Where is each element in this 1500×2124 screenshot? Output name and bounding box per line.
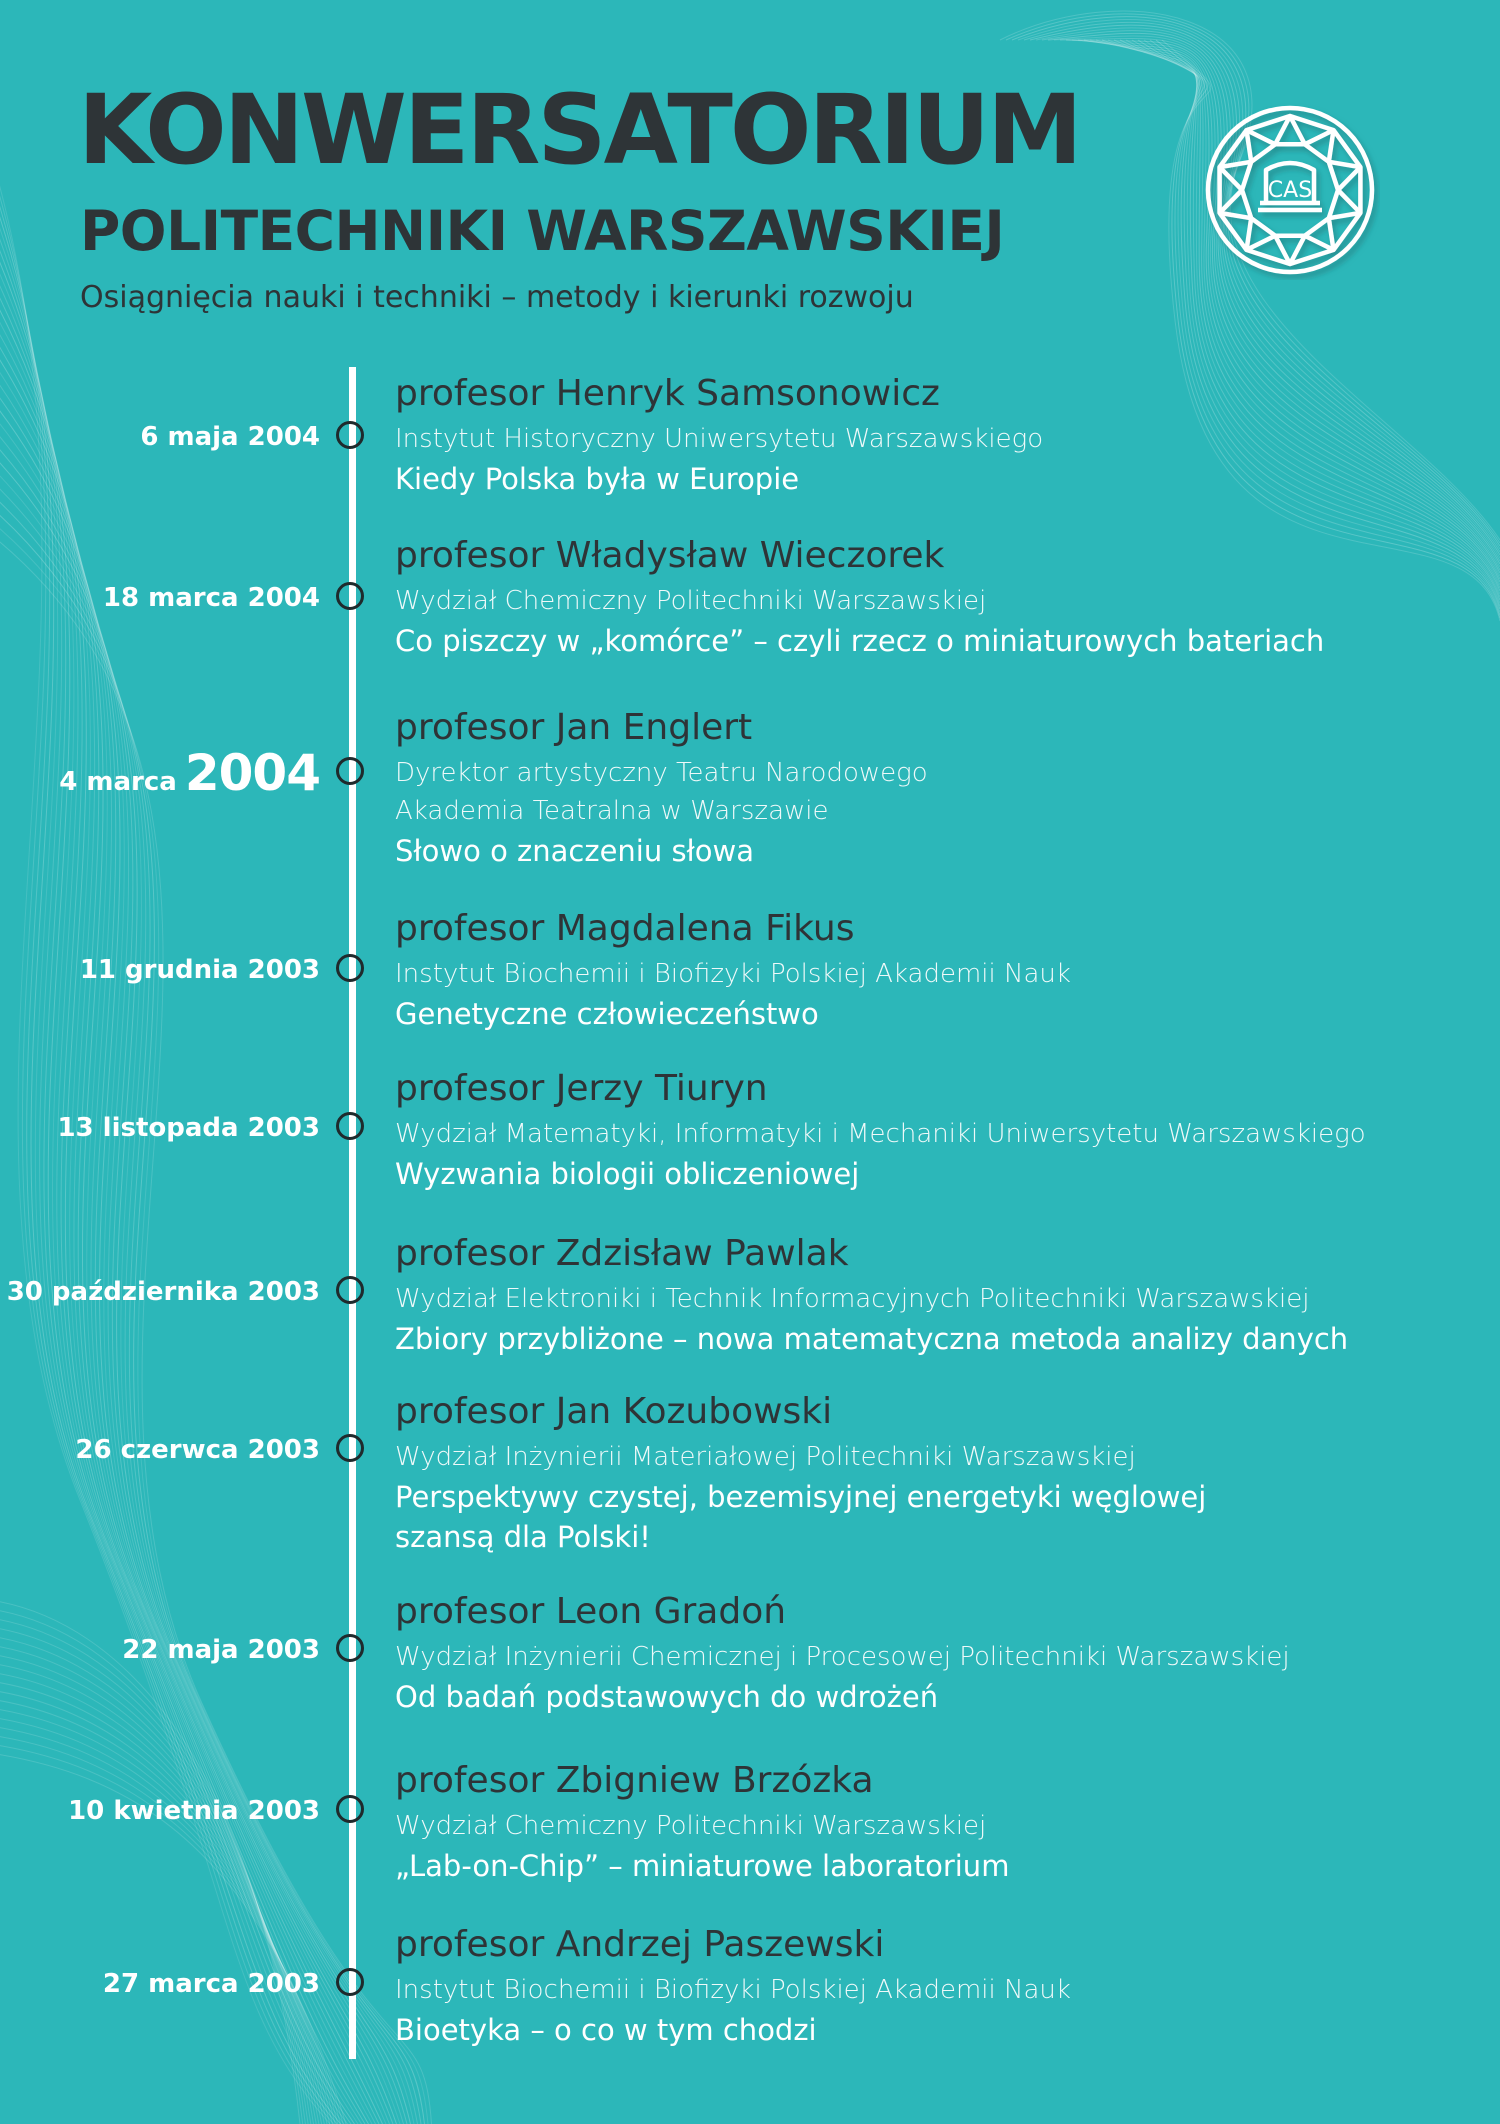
speaker-name: profesor Jerzy Tiuryn xyxy=(395,1068,768,1109)
speaker-affiliation: Wydział Chemiczny Politechniki Warszawskiej xyxy=(395,1811,987,1841)
page-subtitle: POLITECHNIKI WARSZAWSKIEJ xyxy=(80,199,1005,263)
speaker-affiliation-line2: Akademia Teatralna w Warszawie xyxy=(395,796,829,826)
speaker-affiliation: Wydział Matematyki, Informatyki i Mechaniki Uniwersytetu Warszawskiego xyxy=(395,1119,1366,1149)
lecture-topic: Perspektywy czystej, bezemisyjnej energetyki węglowej xyxy=(395,1480,1207,1514)
timeline-marker-icon xyxy=(336,582,364,610)
timeline-marker-icon xyxy=(336,1634,364,1662)
page-title: KONWERSATORIUM xyxy=(78,74,1080,186)
lecture-topic: Słowo o znaczeniu słowa xyxy=(395,834,755,868)
entry-date: 27 marca 2003 xyxy=(102,1969,320,1999)
lecture-topic: „Lab-on-Chip” – miniaturowe laboratorium xyxy=(395,1849,1010,1883)
entry-date xyxy=(59,744,320,802)
timeline-entry xyxy=(0,535,1500,658)
timeline-entry xyxy=(0,1391,1500,1554)
entry-date-year: 2004 xyxy=(184,744,320,802)
speaker-name: profesor Zdzisław Pawlak xyxy=(395,1233,849,1274)
entry-date: 13 listopada 2003 xyxy=(57,1113,320,1143)
timeline-entry xyxy=(0,1233,1500,1356)
lecture-topic: Kiedy Polska była w Europie xyxy=(395,462,800,496)
speaker-affiliation: Dyrektor artystyczny Teatru Narodowego xyxy=(395,758,928,788)
cas-logo-icon xyxy=(1200,100,1380,280)
entry-date: 26 czerwca 2003 xyxy=(75,1435,320,1465)
lecture-topic: Co piszczy w „komórce” – czyli rzecz o miniaturowych bateriach xyxy=(395,624,1325,658)
timeline-entry xyxy=(0,707,1500,868)
lecture-topic: Bioetyka – o co w tym chodzi xyxy=(395,2013,817,2047)
timeline-entry xyxy=(0,908,1500,1031)
speaker-name: profesor Andrzej Paszewski xyxy=(395,1924,885,1965)
timeline-marker-icon xyxy=(336,1276,364,1304)
entry-date: 18 marca 2004 xyxy=(102,583,320,613)
lecture-topic: Od badań podstawowych do wdrożeń xyxy=(395,1680,939,1714)
lecture-topic: Wyzwania biologii obliczeniowej xyxy=(395,1157,860,1191)
speaker-name: profesor Leon Gradoń xyxy=(395,1591,787,1632)
timeline-marker-icon xyxy=(336,1112,364,1140)
timeline-marker-icon xyxy=(336,954,364,982)
speaker-affiliation: Wydział Inżynierii Chemicznej i Procesowej Politechniki Warszawskiej xyxy=(395,1642,1290,1672)
speaker-name: profesor Jan Kozubowski xyxy=(395,1391,833,1432)
timeline-entry xyxy=(0,1760,1500,1883)
timeline-entry xyxy=(0,1068,1500,1191)
speaker-affiliation: Instytut Biochemii i Biofizyki Polskiej Akademii Nauk xyxy=(395,959,1071,989)
entry-date: 6 maja 2004 xyxy=(140,422,320,452)
page-tagline: Osiągnięcia nauki i techniki – metody i kierunki rozwoju xyxy=(80,280,914,315)
entry-date: 30 października 2003 xyxy=(6,1277,320,1307)
entry-date: 10 kwietnia 2003 xyxy=(68,1796,320,1826)
speaker-affiliation: Wydział Elektroniki i Technik Informacyjnych Politechniki Warszawskiej xyxy=(395,1284,1310,1314)
speaker-name: profesor Zbigniew Brzózka xyxy=(395,1760,874,1801)
timeline-entry xyxy=(0,373,1500,496)
timeline-entry xyxy=(0,1591,1500,1714)
lecture-topic: Genetyczne człowieczeństwo xyxy=(395,997,819,1031)
timeline-marker-icon xyxy=(336,1968,364,1996)
entry-date: 22 maja 2003 xyxy=(122,1635,320,1665)
speaker-affiliation: Instytut Biochemii i Biofizyki Polskiej Akademii Nauk xyxy=(395,1975,1071,2005)
timeline-marker-icon xyxy=(336,421,364,449)
speaker-name: profesor Magdalena Fikus xyxy=(395,908,855,949)
lecture-topic-line2: szansą dla Polski! xyxy=(395,1520,651,1554)
timeline-entry xyxy=(0,1924,1500,2047)
speaker-affiliation: Wydział Inżynierii Materiałowej Politechniki Warszawskiej xyxy=(395,1442,1136,1472)
logo-text: CAS xyxy=(1267,178,1313,203)
lecture-topic: Zbiory przybliżone – nowa matematyczna metoda analizy danych xyxy=(395,1322,1349,1356)
speaker-affiliation: Instytut Historyczny Uniwersytetu Warszawskiego xyxy=(395,424,1044,454)
speaker-name: profesor Henryk Samsonowicz xyxy=(395,373,940,414)
timeline-marker-icon xyxy=(336,757,364,785)
entry-date-day: 4 marca xyxy=(59,767,177,797)
entry-date: 11 grudnia 2003 xyxy=(79,955,320,985)
speaker-name: profesor Władysław Wieczorek xyxy=(395,535,945,576)
speaker-affiliation: Wydział Chemiczny Politechniki Warszawskiej xyxy=(395,586,987,616)
timeline-marker-icon xyxy=(336,1795,364,1823)
timeline-marker-icon xyxy=(336,1434,364,1462)
speaker-name: profesor Jan Englert xyxy=(395,707,753,748)
